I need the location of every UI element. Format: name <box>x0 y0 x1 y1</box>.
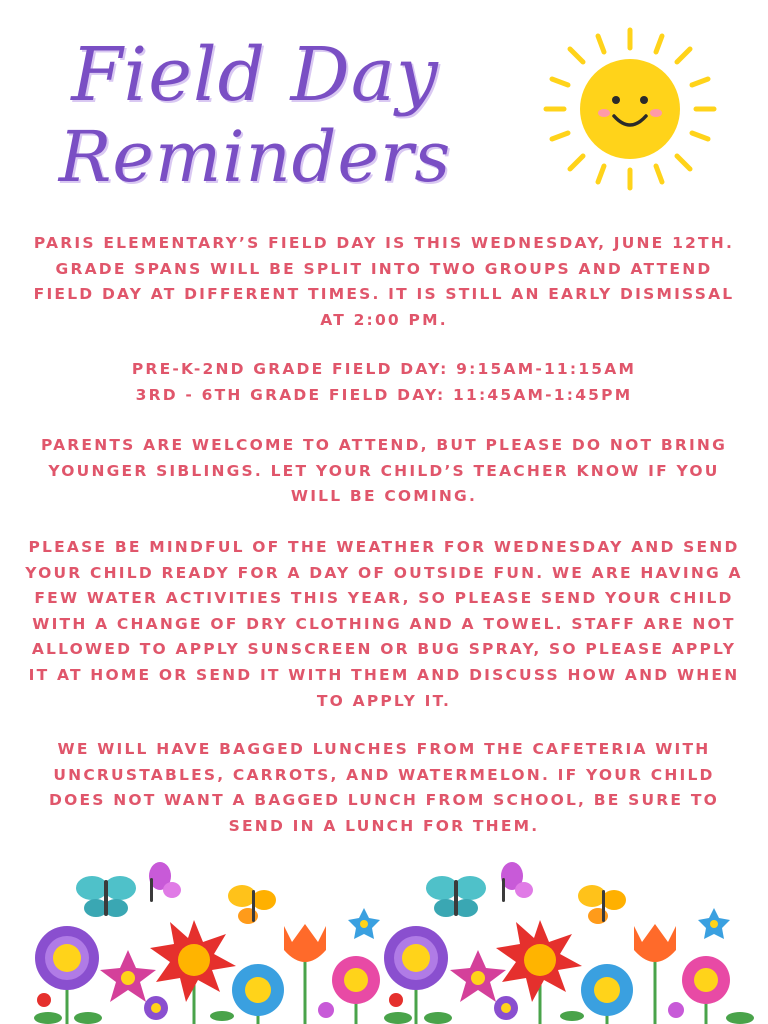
text-line: UNCRUSTABLES, CARROTS, AND WATERMELON. IF YOUR CHILD <box>53 765 715 784</box>
text-line: IT AT HOME OR SEND IT WITH THEM AND DISCUSS HOW AND WHEN <box>28 665 740 684</box>
paragraph-lunches <box>8 737 760 839</box>
text-line: SEND IN A LUNCH FOR THEM. <box>228 816 540 835</box>
text-line: YOUR CHILD READY FOR A DAY OF OUTSIDE FUN. WE ARE HAVING A <box>25 563 743 582</box>
title-line-1: Field Day <box>71 32 439 118</box>
text-line: DOES NOT WANT A BAGGED LUNCH FROM SCHOOL, BE SURE TO <box>49 791 719 810</box>
paragraph-weather <box>8 535 760 714</box>
paragraph-parents <box>8 433 760 510</box>
text-line: YOUNGER SIBLINGS. LET YOUR CHILD’S TEACHER KNOW IF YOU <box>48 461 720 480</box>
butterfly-icon <box>228 885 276 924</box>
text-line: PLEASE BE MINDFUL OF THE WEATHER FOR WEDNESDAY AND SEND <box>28 538 740 556</box>
text-line: TO APPLY IT. <box>316 691 452 710</box>
paragraph-schedule <box>8 357 760 408</box>
text-line: ALLOWED TO APPLY SUNSCREEN OR BUG SPRAY, SO PLEASE APPLY <box>31 640 737 659</box>
text-line: 3RD - 6TH GRADE FIELD DAY: 11:45AM-1:45PM <box>135 385 633 404</box>
butterfly-icon <box>578 885 626 924</box>
text-line: FIELD DAY AT DIFFERENT TIMES. IT IS STILL AN EARLY DISMISSAL <box>33 285 735 304</box>
text-line: FEW WATER ACTIVITIES THIS YEAR, SO PLEASE SEND YOUR CHILD <box>34 589 734 608</box>
text-line: AT 2:00 PM. <box>320 310 448 329</box>
title-line-2: Reminders <box>58 116 452 198</box>
text-line: WILL BE COMING. <box>290 487 478 506</box>
text-line: WITH A CHANGE OF DRY CLOTHING AND A TOWEL. STAFF ARE NOT <box>32 614 736 633</box>
butterfly-icon <box>501 862 533 902</box>
text-line: GRADE SPANS WILL BE SPLIT INTO TWO GROUPS AND ATTEND <box>55 259 713 278</box>
flowers-and-butterflies-icon <box>0 850 768 1024</box>
smiling-sun-icon <box>540 24 720 194</box>
text-line: WE WILL HAVE BAGGED LUNCHES FROM THE CAFETERIA WITH <box>57 740 711 758</box>
text-line: PARENTS ARE WELCOME TO ATTEND, BUT PLEASE DO NOT BRING <box>40 436 728 454</box>
butterfly-icon <box>426 876 486 917</box>
butterfly-icon <box>76 876 136 917</box>
butterfly-icon <box>149 862 181 902</box>
text-line: PRE-K-2ND GRADE FIELD DAY: 9:15AM-11:15AM <box>131 360 637 378</box>
paragraph-field-day-date <box>8 231 760 333</box>
text-line: PARIS ELEMENTARY’S FIELD DAY IS THIS WEDNESDAY, JUNE 12TH. <box>33 234 735 252</box>
